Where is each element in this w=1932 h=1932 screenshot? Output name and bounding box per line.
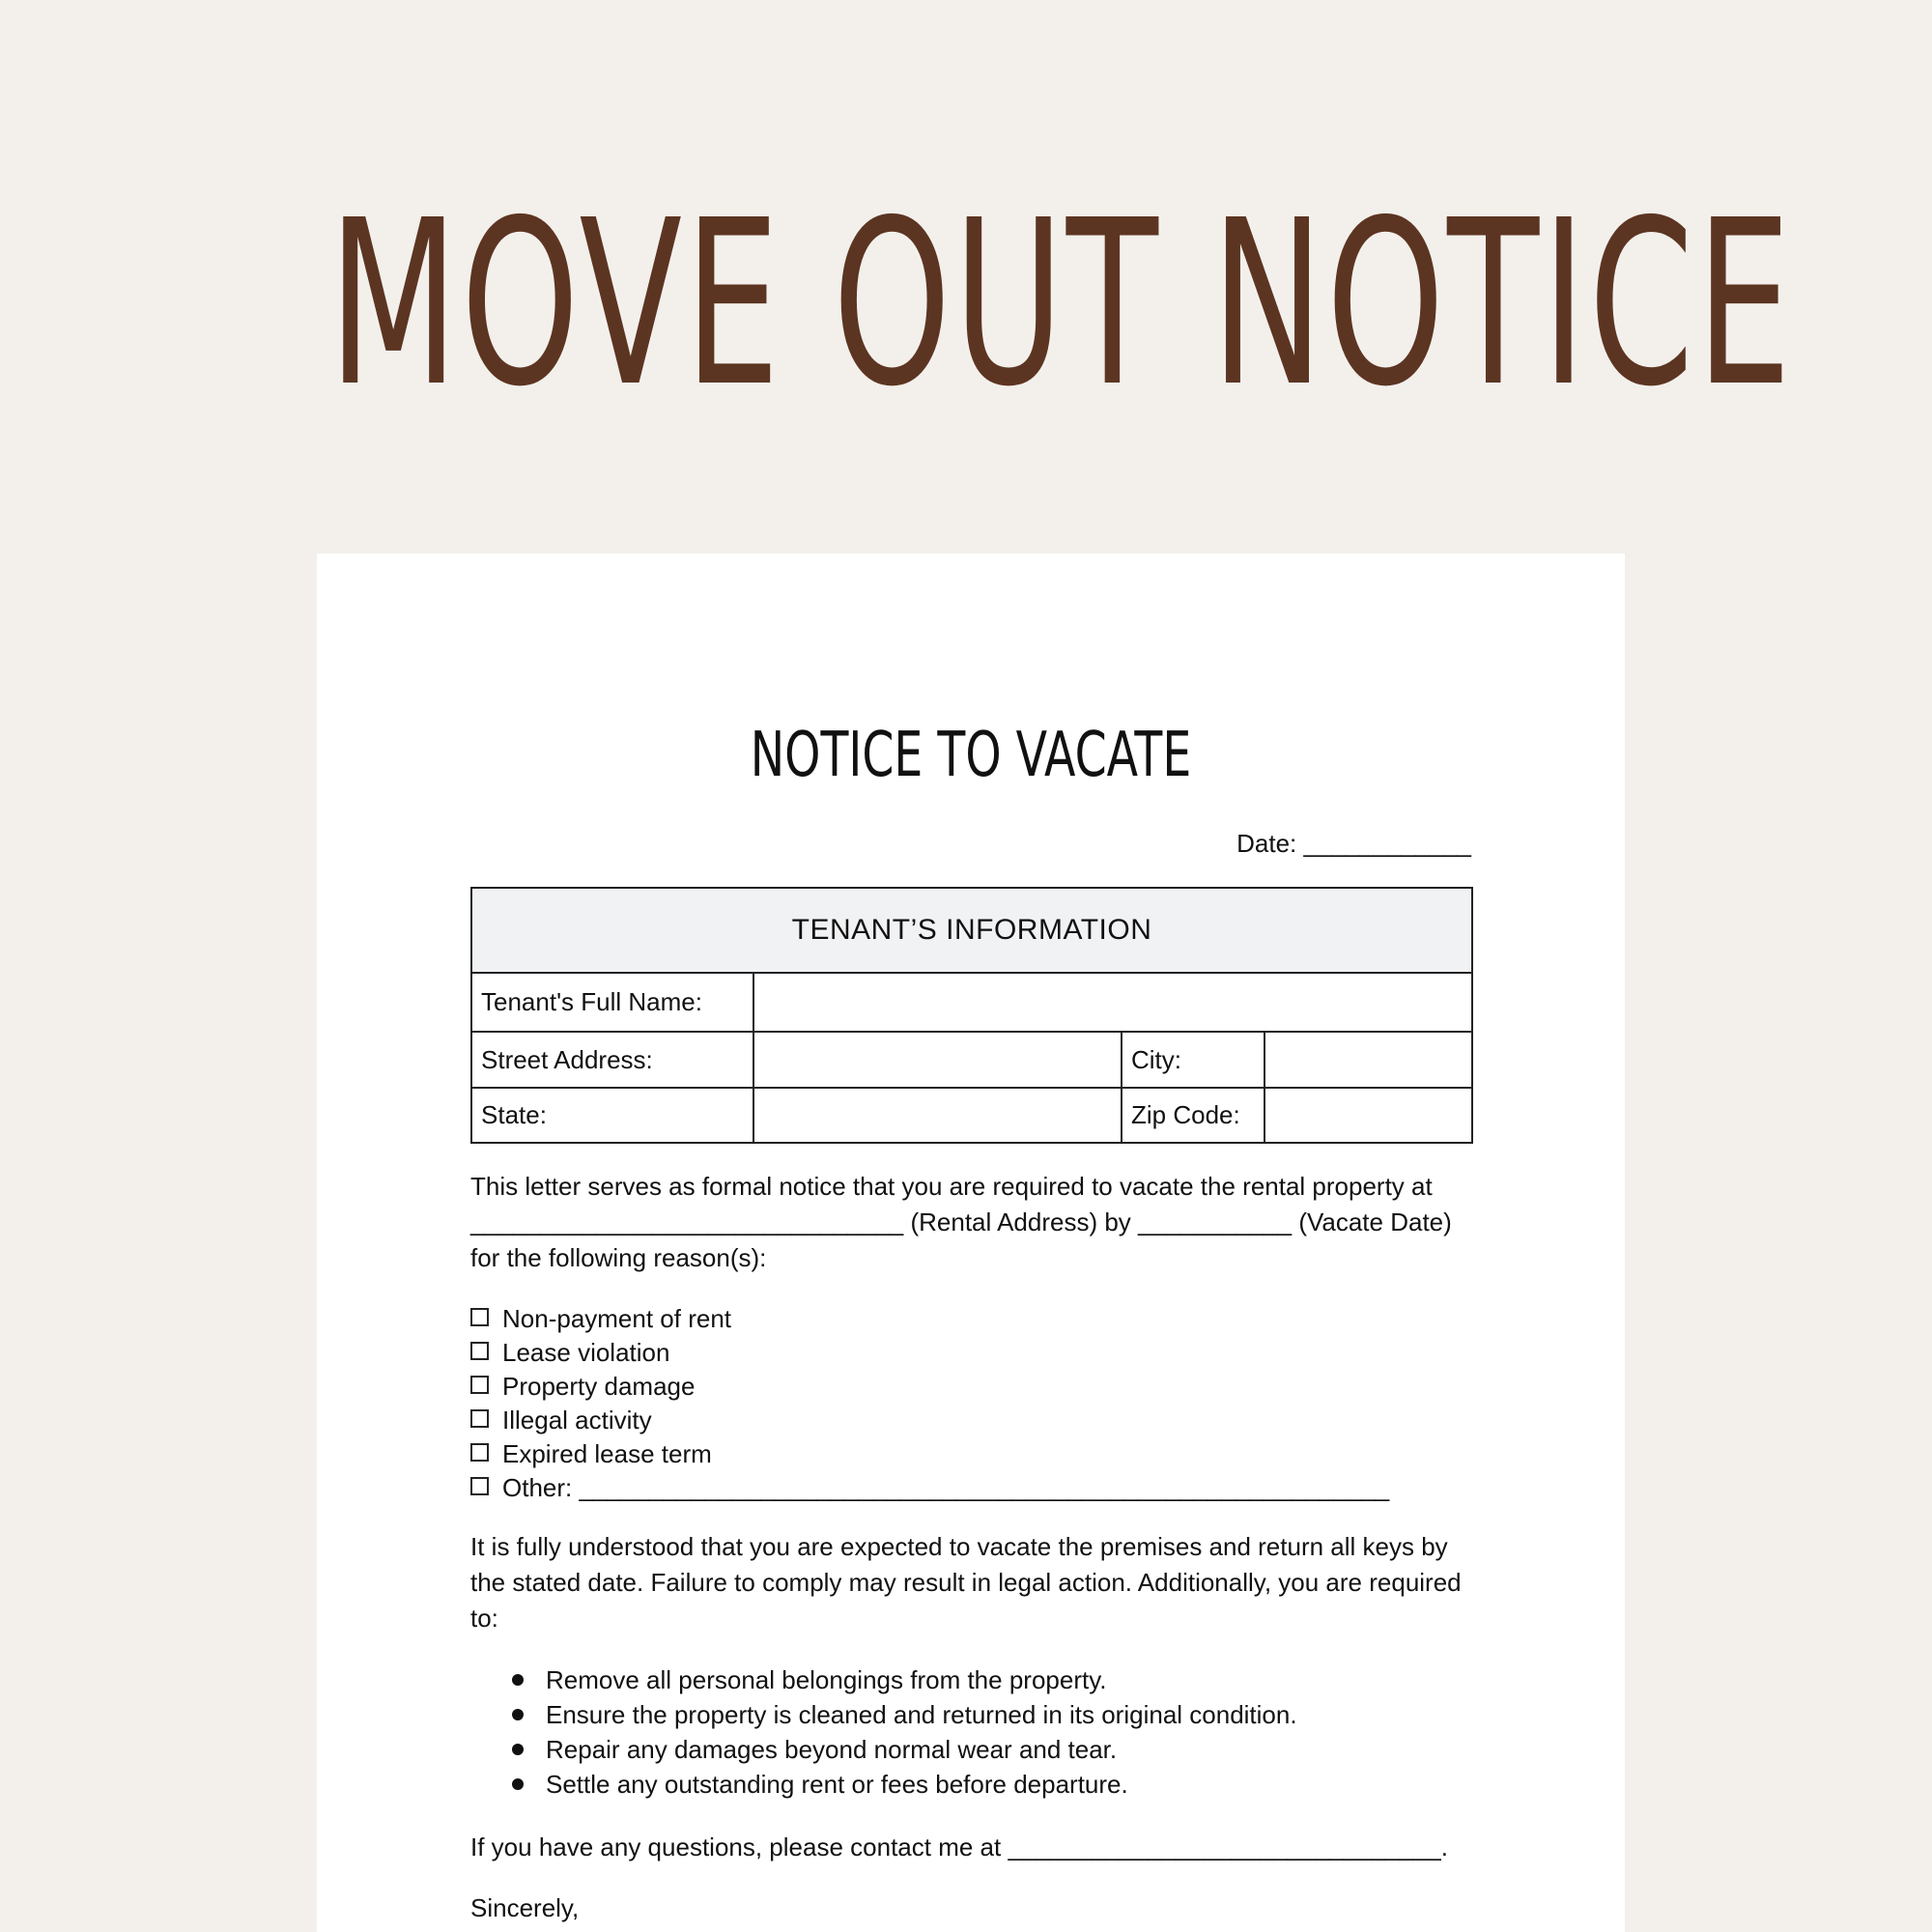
bullet-icon: [512, 1744, 524, 1755]
requirement-text: Ensure the property is cleaned and returned in its original condition.: [546, 1700, 1297, 1729]
reason-label: Property damage: [502, 1372, 696, 1401]
list-item: [470, 1697, 1297, 1732]
state-field[interactable]: [753, 1088, 1122, 1143]
list-item: [470, 1732, 1297, 1767]
tenant-info-table: [470, 887, 1473, 1144]
reason-item: [470, 1370, 1389, 1404]
list-item: [470, 1662, 1297, 1697]
date-field[interactable]: Date: ____________: [1236, 829, 1471, 858]
reason-checklist: [470, 1302, 1389, 1505]
reason-item: [470, 1336, 1389, 1370]
reason-label: Lease violation: [502, 1338, 670, 1367]
closing-text: Sincerely,: [470, 1893, 580, 1922]
list-item: [470, 1767, 1297, 1802]
zip-code-label: Zip Code:: [1122, 1088, 1264, 1143]
requirements-paragraph: It is fully understood that you are expected to vacate the premises and return all keys by the stated date. Failure to comply may result in legal action. Additionally, you are required to:: [470, 1532, 1462, 1633]
bullet-icon: [512, 1709, 524, 1720]
requirement-text: Repair any damages beyond normal wear and tear.: [546, 1735, 1118, 1764]
reason-label: Illegal activity: [502, 1406, 652, 1435]
checkbox-icon[interactable]: [470, 1477, 489, 1495]
reason-label: Non-payment of rent: [502, 1304, 732, 1333]
full-name-field[interactable]: [753, 973, 1472, 1032]
bullet-icon: [512, 1674, 524, 1686]
reason-item: [470, 1302, 1389, 1336]
reason-label: Other: __________________________________________________________: [502, 1473, 1390, 1502]
requirements-list: [470, 1662, 1297, 1802]
checkbox-icon[interactable]: [470, 1376, 489, 1394]
reason-item: [470, 1404, 1389, 1437]
bullet-icon: [512, 1778, 524, 1790]
street-address-label: Street Address:: [471, 1032, 753, 1088]
reason-item: [470, 1471, 1389, 1505]
intro-paragraph: This letter serves as formal notice that you are required to vacate the rental property at _______________________________ (Rental Address) by ___________ (Vacate Date) for the following reason(s):: [470, 1172, 1452, 1272]
checkbox-icon[interactable]: [470, 1443, 489, 1462]
city-label: City:: [1122, 1032, 1264, 1088]
checkbox-icon[interactable]: [470, 1409, 489, 1428]
document-page: [317, 554, 1625, 1932]
state-label: State:: [471, 1088, 753, 1143]
tenant-table-header: TENANT’S INFORMATION: [471, 888, 1472, 973]
requirement-text: Settle any outstanding rent or fees before departure.: [546, 1770, 1128, 1799]
city-field[interactable]: [1264, 1032, 1472, 1088]
full-name-label: Tenant's Full Name:: [471, 973, 753, 1032]
checkbox-icon[interactable]: [470, 1308, 489, 1326]
checkbox-icon[interactable]: [470, 1342, 489, 1360]
reason-label: Expired lease term: [502, 1439, 712, 1468]
reason-item: [470, 1437, 1389, 1471]
contact-line: If you have any questions, please contact me at _______________________________.: [470, 1833, 1448, 1861]
requirement-text: Remove all personal belongings from the property.: [546, 1665, 1107, 1694]
street-address-field[interactable]: [753, 1032, 1122, 1088]
document-heading: NOTICE TO VACATE: [750, 720, 1192, 791]
banner-title: MOVE OUT NOTICE: [328, 171, 1794, 437]
zip-code-field[interactable]: [1264, 1088, 1472, 1143]
